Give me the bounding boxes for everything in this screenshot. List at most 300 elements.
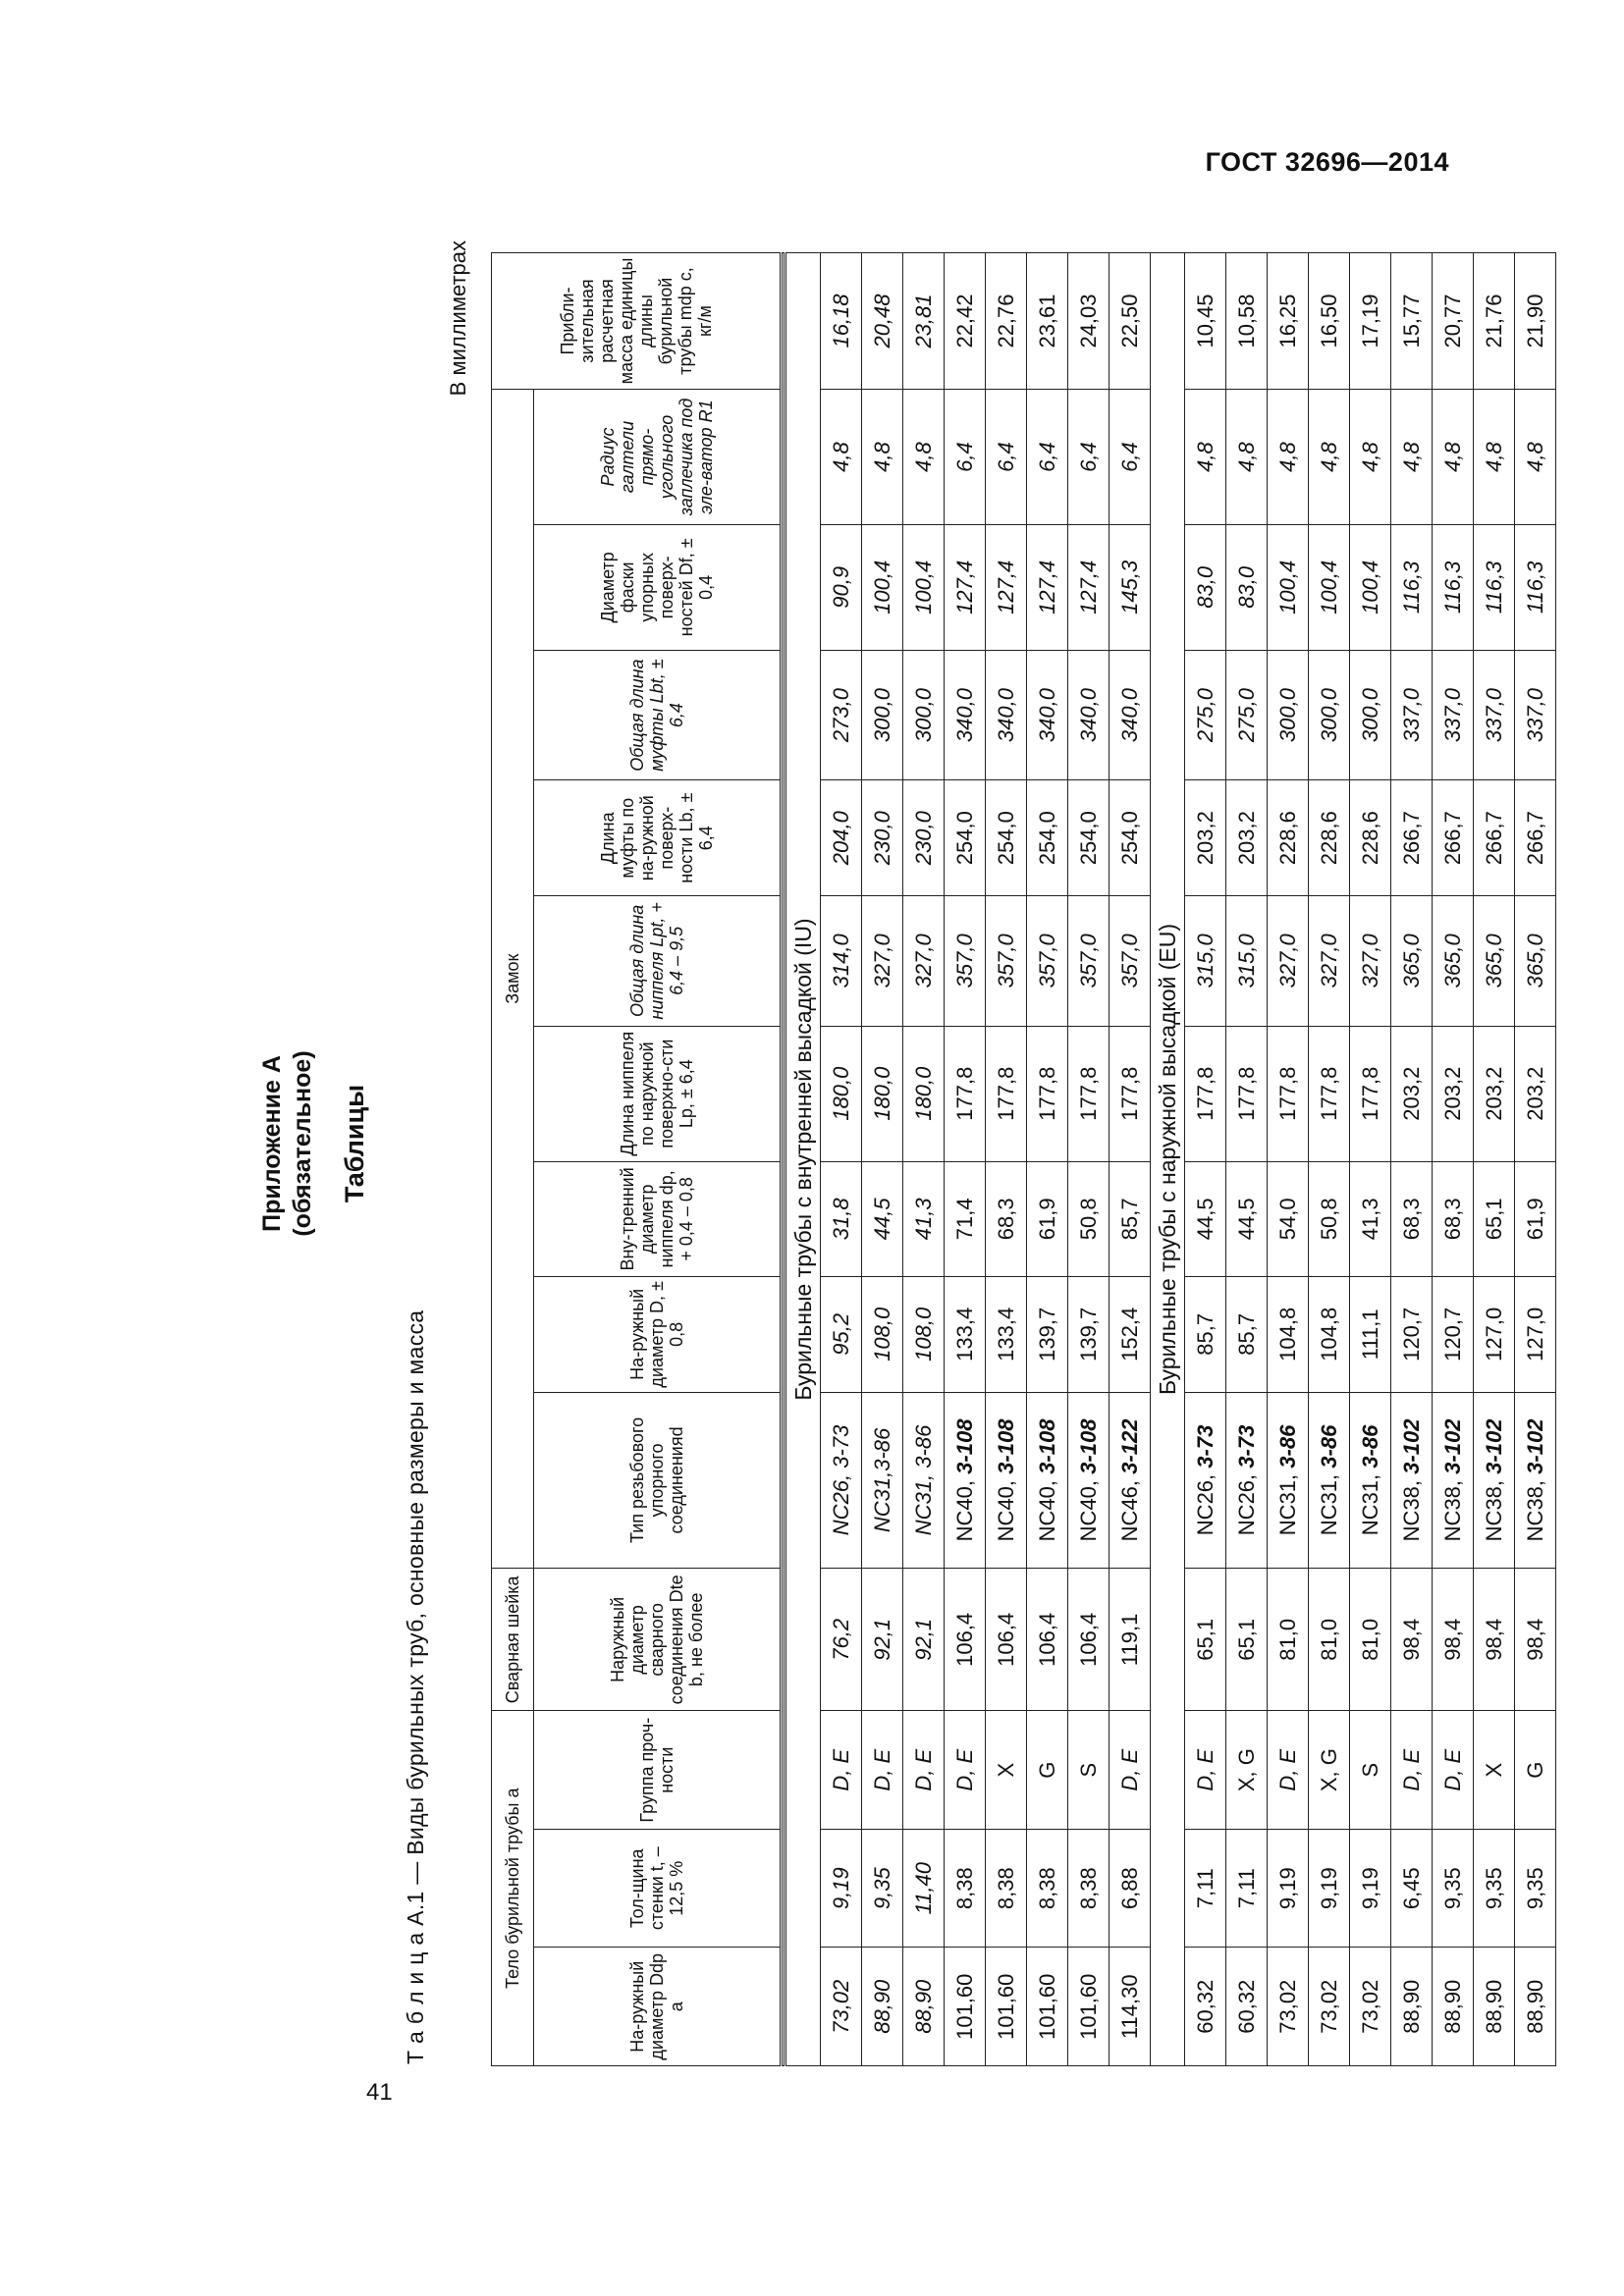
table-cell: 300,0 — [1268, 650, 1309, 780]
table-cell: 92,1 — [862, 1569, 903, 1711]
table-cell — [1027, 1392, 1068, 1569]
table-cell: 266,7 — [1391, 780, 1433, 895]
table-row — [1433, 253, 1474, 2066]
table-cell: 357,0 — [986, 895, 1027, 1026]
table-cell: 177,8 — [1268, 1026, 1309, 1161]
thread-type-prefix: NC40, — [1034, 1473, 1059, 1542]
table-cell: 120,7 — [1433, 1277, 1474, 1392]
bevel-diameter-header: Диаметр фаски упорных поверх-ностей Df, ± 0,4 — [534, 525, 782, 651]
group-weld-neck-header: Сварная шейка — [492, 1569, 534, 1711]
annex-title: Приложение А — [258, 1055, 286, 1232]
table-cell: 357,0 — [1068, 895, 1110, 1026]
table-cell: 6,4 — [945, 390, 986, 525]
table-cell: 54,0 — [1268, 1161, 1309, 1276]
table-cell: 327,0 — [903, 895, 945, 1026]
thread-type-suffix: 3-86 — [1316, 1424, 1341, 1468]
table-row — [1309, 253, 1350, 2066]
table-cell: 111,1 — [1350, 1277, 1391, 1392]
table-cell: 98,4 — [1515, 1569, 1556, 1711]
table-cell: 337,0 — [1474, 650, 1515, 780]
table-cell: 177,8 — [1309, 1026, 1350, 1161]
table-cell: D, E — [1268, 1711, 1309, 1830]
table-cell: 327,0 — [1268, 895, 1309, 1026]
table-row — [1226, 253, 1268, 2066]
table-cell: 85,7 — [1185, 1277, 1226, 1392]
document-code: ГОСТ 32696—2014 — [1205, 147, 1449, 177]
table-cell: 106,4 — [1027, 1569, 1068, 1711]
table-cell: 9,35 — [1515, 1829, 1556, 1948]
table-cell: 92,1 — [903, 1569, 945, 1711]
table-cell: 95,2 — [821, 1277, 862, 1392]
thread-type-header: Тип резьбового упорного соединенияd — [534, 1392, 782, 1569]
table-cell: 73,02 — [1309, 1948, 1350, 2066]
table-row — [862, 253, 903, 2066]
thread-type-suffix: 3-73 — [1192, 1424, 1218, 1468]
table-row — [1515, 253, 1556, 2066]
table-cell: 254,0 — [945, 780, 986, 895]
table-cell: 17,19 — [1350, 253, 1391, 390]
table-cell: 65,1 — [1185, 1569, 1226, 1711]
table-cell: 127,0 — [1474, 1277, 1515, 1392]
table-cell: 9,19 — [821, 1829, 862, 1948]
table-cell: 327,0 — [1309, 895, 1350, 1026]
table-caption: Т а б л и ц а А.1 — Виды бурильных труб, основные размеры и масса — [403, 1309, 428, 2064]
table-cell: 180,0 — [903, 1026, 945, 1161]
thread-type-prefix: NC31, — [1357, 1468, 1382, 1536]
table-cell: 315,0 — [1226, 895, 1268, 1026]
table-cell: 266,7 — [1515, 780, 1556, 895]
table-cell: 60,32 — [1226, 1948, 1268, 2066]
table-cell: 16,18 — [821, 253, 862, 390]
table-cell: 23,81 — [903, 253, 945, 390]
table-cell: 10,45 — [1185, 253, 1226, 390]
table-cell: 4,8 — [1515, 390, 1556, 525]
thread-type-suffix: 3-108 — [951, 1418, 977, 1474]
table-cell: 314,0 — [821, 895, 862, 1026]
table-row — [945, 253, 986, 2066]
table-cell: 50,8 — [1309, 1161, 1350, 1276]
table-cell: 203,2 — [1226, 780, 1268, 895]
table-cell: 203,2 — [1515, 1026, 1556, 1161]
table-cell: 139,7 — [1027, 1277, 1068, 1392]
section-row — [1151, 253, 1185, 2066]
table-cell: 61,9 — [1027, 1161, 1068, 1276]
table-cell: D, E — [903, 1711, 945, 1830]
table-cell: 81,0 — [1309, 1569, 1350, 1711]
joint-outer-diameter-header: На-ружный диаметр D, ± 0,8 — [534, 1277, 782, 1392]
thread-type-prefix: NC38, — [1522, 1473, 1547, 1542]
table-cell: 340,0 — [986, 650, 1027, 780]
table-cell: 8,38 — [1068, 1829, 1110, 1948]
table-cell: 204,0 — [821, 780, 862, 895]
table-cell: 340,0 — [945, 650, 986, 780]
table-cell: 177,8 — [986, 1026, 1027, 1161]
table-cell: X, G — [1226, 1711, 1268, 1830]
table-cell: 6,4 — [1027, 390, 1068, 525]
table-cell — [1185, 1392, 1226, 1569]
table-cell: 20,48 — [862, 253, 903, 390]
mass-header: Прибли-зительная расчетная масса единицы длины бурильной трубы mdp c, кг/м — [492, 253, 782, 390]
outer-diameter-header: На-ружный диаметр Ddp а — [534, 1948, 782, 2066]
table-cell: 127,4 — [945, 525, 986, 651]
table-cell: 365,0 — [1474, 895, 1515, 1026]
table-cell: 22,50 — [1110, 253, 1151, 390]
table-cell: 106,4 — [945, 1569, 986, 1711]
thread-type-prefix: NC31, — [1316, 1468, 1341, 1536]
table-cell: G — [1027, 1711, 1068, 1830]
table-cell: 44,5 — [1226, 1161, 1268, 1276]
table-row — [986, 253, 1027, 2066]
units-note: В миллиметрах — [446, 240, 470, 397]
thread-type-prefix: NC26, — [1192, 1468, 1218, 1536]
table-cell: 145,3 — [1110, 525, 1151, 651]
table-cell: 127,4 — [986, 525, 1027, 651]
table-cell: NC26, 3-73 — [821, 1392, 862, 1569]
group-tool-joint-header: Замок — [492, 390, 534, 1569]
table-cell: 9,19 — [1350, 1829, 1391, 1948]
table-cell — [1515, 1392, 1556, 1569]
table-cell: 230,0 — [903, 780, 945, 895]
table-cell: 100,4 — [1268, 525, 1309, 651]
table-cell: 68,3 — [1391, 1161, 1433, 1276]
table-cell: 177,8 — [1185, 1026, 1226, 1161]
table-cell: 41,3 — [1350, 1161, 1391, 1276]
table-cell: 16,25 — [1268, 253, 1309, 390]
table-cell: 4,8 — [821, 390, 862, 525]
table-row — [903, 253, 945, 2066]
table-cell: 365,0 — [1433, 895, 1474, 1026]
table-cell: 22,76 — [986, 253, 1027, 390]
table-cell: 101,60 — [1068, 1948, 1110, 2066]
table-cell: 20,77 — [1433, 253, 1474, 390]
table-cell: 177,8 — [1226, 1026, 1268, 1161]
table-cell: 266,7 — [1474, 780, 1515, 895]
table-cell: D, E — [1391, 1711, 1433, 1830]
table-row — [1027, 253, 1068, 2066]
table-cell: 230,0 — [862, 780, 903, 895]
table-cell: 106,4 — [1068, 1569, 1110, 1711]
table-cell: 88,90 — [903, 1948, 945, 2066]
table-cell: 4,8 — [1268, 390, 1309, 525]
table-cell — [1068, 1392, 1110, 1569]
table-cell — [986, 1392, 1027, 1569]
table-cell: 4,8 — [1474, 390, 1515, 525]
thread-type-suffix: 3-102 — [1439, 1418, 1465, 1474]
table-row — [1474, 253, 1515, 2066]
thread-type-suffix: 3-86 — [1274, 1424, 1300, 1468]
table-cell: 4,8 — [1226, 390, 1268, 525]
table-cell — [1391, 1392, 1433, 1569]
table-cell: 65,1 — [1474, 1161, 1515, 1276]
table-cell: 133,4 — [945, 1277, 986, 1392]
thread-type-suffix: 3-102 — [1398, 1418, 1424, 1474]
table-cell: 127,4 — [1027, 525, 1068, 651]
table-cell: 4,8 — [1309, 390, 1350, 525]
table-cell: 254,0 — [1027, 780, 1068, 895]
table-cell — [1110, 1392, 1151, 1569]
table-cell: 8,38 — [945, 1829, 986, 1948]
annex-heading — [257, 221, 318, 2066]
table-cell: 300,0 — [862, 650, 903, 780]
table-cell: D, E — [821, 1711, 862, 1830]
thread-type-suffix: 3-102 — [1522, 1418, 1547, 1474]
section-title: Бурильные трубы с наружной высадкой (EU) — [1151, 253, 1185, 2066]
table-cell: 31,8 — [821, 1161, 862, 1276]
thread-type-suffix: 3-86 — [1357, 1424, 1382, 1468]
table-cell: D, E — [1433, 1711, 1474, 1830]
table-cell: 8,38 — [1027, 1829, 1068, 1948]
table-cell: 315,0 — [1185, 895, 1226, 1026]
table-cell: 116,3 — [1474, 525, 1515, 651]
table-cell: 7,11 — [1185, 1829, 1226, 1948]
table-cell: 177,8 — [1350, 1026, 1391, 1161]
table-cell: G — [1515, 1711, 1556, 1830]
table-row — [1391, 253, 1433, 2066]
section-title: Бурильные трубы с внутренней высадкой (IU) — [785, 253, 821, 2066]
table-cell: 88,90 — [862, 1948, 903, 2066]
table-cell: NC31, 3-86 — [903, 1392, 945, 1569]
table-cell: 266,7 — [1433, 780, 1474, 895]
table-cell: 114,30 — [1110, 1948, 1151, 2066]
table-cell: 68,3 — [1433, 1161, 1474, 1276]
table-cell: 73,02 — [1268, 1948, 1309, 2066]
table-cell: 254,0 — [1110, 780, 1151, 895]
table-cell: 9,19 — [1268, 1829, 1309, 1948]
table-cell: 116,3 — [1391, 525, 1433, 651]
table-cell: 357,0 — [945, 895, 986, 1026]
table-cell: 41,3 — [903, 1161, 945, 1276]
table-cell: 116,3 — [1515, 525, 1556, 651]
table-cell: 203,2 — [1391, 1026, 1433, 1161]
table-cell: 203,2 — [1474, 1026, 1515, 1161]
table-cell: 275,0 — [1185, 650, 1226, 780]
table-cell: 133,4 — [986, 1277, 1027, 1392]
table-cell: D, E — [1185, 1711, 1226, 1830]
table-cell: X, G — [1309, 1711, 1350, 1830]
table-cell: 180,0 — [821, 1026, 862, 1161]
thread-type-suffix: 3-73 — [1233, 1424, 1259, 1468]
annex-subtitle: Таблицы — [340, 1084, 369, 1203]
table-cell: 9,35 — [862, 1829, 903, 1948]
table-cell: X — [986, 1711, 1027, 1830]
table-cell: 340,0 — [1068, 650, 1110, 780]
table-cell: NC31,3-86 — [862, 1392, 903, 1569]
table-cell: X — [1474, 1711, 1515, 1830]
table-cell: 106,4 — [986, 1569, 1027, 1711]
table-cell — [1309, 1392, 1350, 1569]
dimensions-table — [491, 252, 1556, 2066]
thread-type-prefix: NC40, — [951, 1473, 977, 1542]
table-cell: 119,1 — [1110, 1569, 1151, 1711]
thread-type-prefix: NC38, — [1439, 1473, 1465, 1542]
table-cell: 4,8 — [903, 390, 945, 525]
section-row — [785, 253, 821, 2066]
thread-type-prefix: NC31, — [1274, 1468, 1300, 1536]
thread-type-suffix: 3-108 — [993, 1418, 1018, 1474]
table-cell: D, E — [862, 1711, 903, 1830]
table-cell: 73,02 — [1350, 1948, 1391, 2066]
table-cell: 6,88 — [1110, 1829, 1151, 1948]
table-cell: 98,4 — [1391, 1569, 1433, 1711]
thread-type-suffix: 3-102 — [1481, 1418, 1506, 1474]
table-cell: 6,4 — [1068, 390, 1110, 525]
table-cell: 127,0 — [1515, 1277, 1556, 1392]
table-cell: 4,8 — [862, 390, 903, 525]
table-cell: 300,0 — [903, 650, 945, 780]
strength-group-header: Группа проч-ности — [534, 1711, 782, 1830]
table-cell — [1350, 1392, 1391, 1569]
table-cell: 254,0 — [1068, 780, 1110, 895]
table-cell: 88,90 — [1474, 1948, 1515, 2066]
table-cell: 101,60 — [1027, 1948, 1068, 2066]
table-cell: 4,8 — [1391, 390, 1433, 525]
pin-inner-diameter-header: Вну-тренний диаметр ниппеля dp, + 0,4 – 0,8 — [534, 1161, 782, 1276]
table-cell: 76,2 — [821, 1569, 862, 1711]
table-cell: 300,0 — [1309, 650, 1350, 780]
table-cell: 101,60 — [945, 1948, 986, 2066]
table-cell: 6,45 — [1391, 1829, 1433, 1948]
table-cell: 83,0 — [1185, 525, 1226, 651]
table-cell: 340,0 — [1110, 650, 1151, 780]
table-cell: 44,5 — [1185, 1161, 1226, 1276]
table-cell: 68,3 — [986, 1161, 1027, 1276]
table-cell: 100,4 — [1309, 525, 1350, 651]
table-cell: 71,4 — [945, 1161, 986, 1276]
thread-type-prefix: NC46, — [1116, 1473, 1142, 1542]
table-cell: 9,35 — [1433, 1829, 1474, 1948]
table-row — [1110, 253, 1151, 2066]
table-cell: 15,77 — [1391, 253, 1433, 390]
group-pipe-body-header: Тело бурильной трубы а — [492, 1711, 534, 2066]
weld-outer-diameter-header: Наружный диаметр сварного соединения Dte b, не более — [534, 1569, 782, 1711]
table-cell: 98,4 — [1474, 1569, 1515, 1711]
table-cell: 327,0 — [862, 895, 903, 1026]
table-cell: 127,4 — [1068, 525, 1110, 651]
table-cell: 228,6 — [1309, 780, 1350, 895]
table-cell: 22,42 — [945, 253, 986, 390]
table-cell: 100,4 — [1350, 525, 1391, 651]
table-cell: 10,58 — [1226, 253, 1268, 390]
page-number: 41 — [366, 2079, 393, 2106]
thread-type-prefix: NC38, — [1481, 1473, 1506, 1542]
table-cell: 16,50 — [1309, 253, 1350, 390]
thread-type-suffix: 3-108 — [1075, 1418, 1101, 1474]
table-cell: 6,4 — [1110, 390, 1151, 525]
table-cell: 365,0 — [1515, 895, 1556, 1026]
table-cell: 6,4 — [986, 390, 1027, 525]
table-cell: 21,90 — [1515, 253, 1556, 390]
fillet-radius-header: Радиус галтели прямо-угольного заплечика под эле-ватор R1 — [534, 390, 782, 525]
table-cell: 177,8 — [1068, 1026, 1110, 1161]
table-cell: 152,4 — [1110, 1277, 1151, 1392]
table-row — [1068, 253, 1110, 2066]
table-cell: 327,0 — [1350, 895, 1391, 1026]
table-cell: 177,8 — [945, 1026, 986, 1161]
table-cell — [1226, 1392, 1268, 1569]
table-row — [1185, 253, 1226, 2066]
table-cell: 228,6 — [1268, 780, 1309, 895]
table-cell: 88,90 — [1515, 1948, 1556, 2066]
table-cell: 7,11 — [1226, 1829, 1268, 1948]
table-cell: 83,0 — [1226, 525, 1268, 651]
table-cell: 357,0 — [1027, 895, 1068, 1026]
table-cell: 73,02 — [821, 1948, 862, 2066]
wall-thickness-header: Тол-щина стенки t, – 12,5 % — [534, 1829, 782, 1948]
table-cell: 9,19 — [1309, 1829, 1350, 1948]
table-cell: 254,0 — [986, 780, 1027, 895]
table-cell: 365,0 — [1391, 895, 1433, 1026]
table-cell: 4,8 — [1185, 390, 1226, 525]
table-cell: 203,2 — [1185, 780, 1226, 895]
table-cell: 90,9 — [821, 525, 862, 651]
table-cell: 273,0 — [821, 650, 862, 780]
table-body — [782, 253, 1556, 2066]
table-cell: 81,0 — [1350, 1569, 1391, 1711]
table-cell: 357,0 — [1110, 895, 1151, 1026]
table-cell: 44,5 — [862, 1161, 903, 1276]
box-total-length-header: Общая длина муфты Lbt, ± 6,4 — [534, 650, 782, 780]
table-cell: 21,76 — [1474, 253, 1515, 390]
table-cell: 4,8 — [1350, 390, 1391, 525]
pin-length-outer-header: Длина ниппеля по наружной поверхно-сти Lp, ± 6,4 — [534, 1026, 782, 1161]
table-cell: 11,40 — [903, 1829, 945, 1948]
table-cell: 120,7 — [1391, 1277, 1433, 1392]
table-cell: 337,0 — [1391, 650, 1433, 780]
pin-total-length-header: Общая длина ниппеля Lpt, + 6,4 – 9,5 — [534, 895, 782, 1026]
table-cell: S — [1350, 1711, 1391, 1830]
table-cell: S — [1068, 1711, 1110, 1830]
table-cell: D, E — [1110, 1711, 1151, 1830]
table-cell: 203,2 — [1433, 1026, 1474, 1161]
table-cell: 108,0 — [862, 1277, 903, 1392]
table-cell — [1433, 1392, 1474, 1569]
table-cell: 139,7 — [1068, 1277, 1110, 1392]
table-cell: 101,60 — [986, 1948, 1027, 2066]
table-cell: 85,7 — [1110, 1161, 1151, 1276]
table-cell — [1268, 1392, 1309, 1569]
table-cell: D, E — [945, 1711, 986, 1830]
table-cell: 8,38 — [986, 1829, 1027, 1948]
table-row — [1350, 253, 1391, 2066]
table-cell: 50,8 — [1068, 1161, 1110, 1276]
table-cell: 340,0 — [1027, 650, 1068, 780]
table-cell: 104,8 — [1268, 1277, 1309, 1392]
table-row — [1268, 253, 1309, 2066]
table-row — [821, 253, 862, 2066]
table-cell — [1474, 1392, 1515, 1569]
table-cell: 337,0 — [1515, 650, 1556, 780]
table-cell: 23,61 — [1027, 253, 1068, 390]
table-cell: 300,0 — [1350, 650, 1391, 780]
table-cell: 228,6 — [1350, 780, 1391, 895]
table-cell: 100,4 — [862, 525, 903, 651]
table-cell: 177,8 — [1110, 1026, 1151, 1161]
box-length-outer-header: Длина муфты по на-ружной поверх-ности Lb, ± 6,4 — [534, 780, 782, 895]
table-cell: 100,4 — [903, 525, 945, 651]
thread-type-prefix: NC40, — [993, 1473, 1018, 1542]
rotated-page-content — [255, 221, 1547, 2066]
thread-type-prefix: NC40, — [1075, 1473, 1101, 1542]
table-cell: 81,0 — [1268, 1569, 1309, 1711]
table-cell: 88,90 — [1433, 1948, 1474, 2066]
table-cell: 60,32 — [1185, 1948, 1226, 2066]
table-cell: 104,8 — [1309, 1277, 1350, 1392]
thread-type-prefix: NC26, — [1233, 1468, 1259, 1536]
table-cell: 24,03 — [1068, 253, 1110, 390]
table-cell: 85,7 — [1226, 1277, 1268, 1392]
table-cell: 65,1 — [1226, 1569, 1268, 1711]
table-cell: 275,0 — [1226, 650, 1268, 780]
